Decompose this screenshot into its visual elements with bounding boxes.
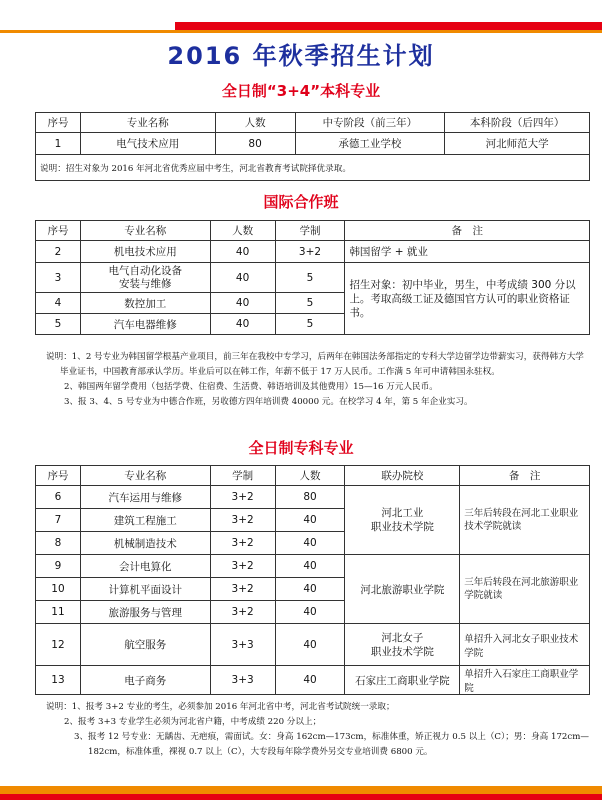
table-header-row: 序号 专业名称 学制 人数 联办院校 备 注 xyxy=(36,466,590,486)
section3-table xyxy=(35,465,590,695)
table-row: 10 计算机平面设计 3+2 40 xyxy=(36,578,590,601)
section2-table xyxy=(35,220,590,335)
section2-notes: 说明：1、2 号专业为韩国留学根基产业项目，前三年在我校中专学习，后两年在韩国法务部指定的专科大学边留学边带薪实习，获得韩方大学毕业证书，中国教育部承认学历。毕业后可以在韩工作，年薪不低于 17 万人民币。工作满 5 年可申请韩国永驻权。 2、韩国两年留学费用（包括学费、住宿费、生活费、韩语培训及其他费用）15—16 万元人民币。 3、报 3、4、5 号专业为中德合作班，另收德方四年培训费 40000 元。在校学习 4 年，第 5 年企业实习。 xyxy=(46,352,584,407)
table-row: 7 建筑工程施工 3+2 40 xyxy=(36,509,590,532)
page-title: 2016 年秋季招生计划 xyxy=(167,42,435,70)
table-row: 5 汽车电器维修 40 5 xyxy=(36,314,590,335)
section1-heading: 全日制“3+4”本科专业 xyxy=(221,82,381,100)
table-row: 9 会计电算化 3+2 40 河北旅游职业学院 三年后转段在河北旅游职业学院就读 xyxy=(36,555,590,578)
table-note-row: 说明：招生对象为 2016 年河北省优秀应届中考生，河北省教育考试院择优录取。 xyxy=(36,155,590,181)
table-row: 4 数控加工 40 5 xyxy=(36,293,590,314)
table-row: 2 机电技术应用 40 3+2 韩国留学 + 就业 xyxy=(36,241,590,263)
table-row: 12 航空服务 3+3 40 河北女子 职业技术学院 单招升入河北女子职业技术学院 xyxy=(36,624,590,666)
bottom-red-band xyxy=(0,794,602,800)
table-row: 8 机械制造技术 3+2 40 xyxy=(36,532,590,555)
top-orange-band xyxy=(0,30,602,33)
table-header-row: 序号 专业名称 人数 中专阶段（前三年） 本科阶段（后四年） xyxy=(36,113,590,133)
top-red-band xyxy=(175,22,602,30)
section2-heading: 国际合作班 xyxy=(263,193,339,211)
bottom-orange-band xyxy=(0,786,602,794)
table-row: 6 汽车运用与维修 3+2 80 河北工业 职业技术学院 三年后转段在河北工业职业技术学院就读 xyxy=(36,486,590,509)
table-header-row: 序号 专业名称 人数 学制 备 注 xyxy=(36,221,590,241)
table-row: 11 旅游服务与管理 3+2 40 xyxy=(36,601,590,624)
table-row: 1 电气技术应用 80 承德工业学校 河北师范大学 xyxy=(36,133,590,155)
section3-notes: 说明：1、报考 3+2 专业的考生，必须参加 2016 年河北省中考，河北省考试院统一录取； 2、报考 3+3 专业学生必须为河北省户籍，中考成绩 220 分以上； 3、报考 12 号专业：无龋齿、无疤痕，需面试。女：身高 162cm—173cm，标准体重，矫正视力 0.5 以上（C）；男：身高 172cm—182cm，标准体重，裸视 0.7 以上（C），大专段每年除学费外另交专业培训费 6800 元。 xyxy=(46,702,589,757)
table-row: 13 电子商务 3+3 40 石家庄工商职业学院 单招升入石家庄工商职业学院 xyxy=(36,666,590,695)
section1-table xyxy=(35,112,590,181)
table-row: 3 电气自动化设备 安装与维修 40 5 招生对象：初中毕业，男生，中考成绩 300 分以上。考取高级工证及德国官方认可的职业资格证书。 xyxy=(36,263,590,293)
section3-heading: 全日制专科专业 xyxy=(248,439,354,457)
